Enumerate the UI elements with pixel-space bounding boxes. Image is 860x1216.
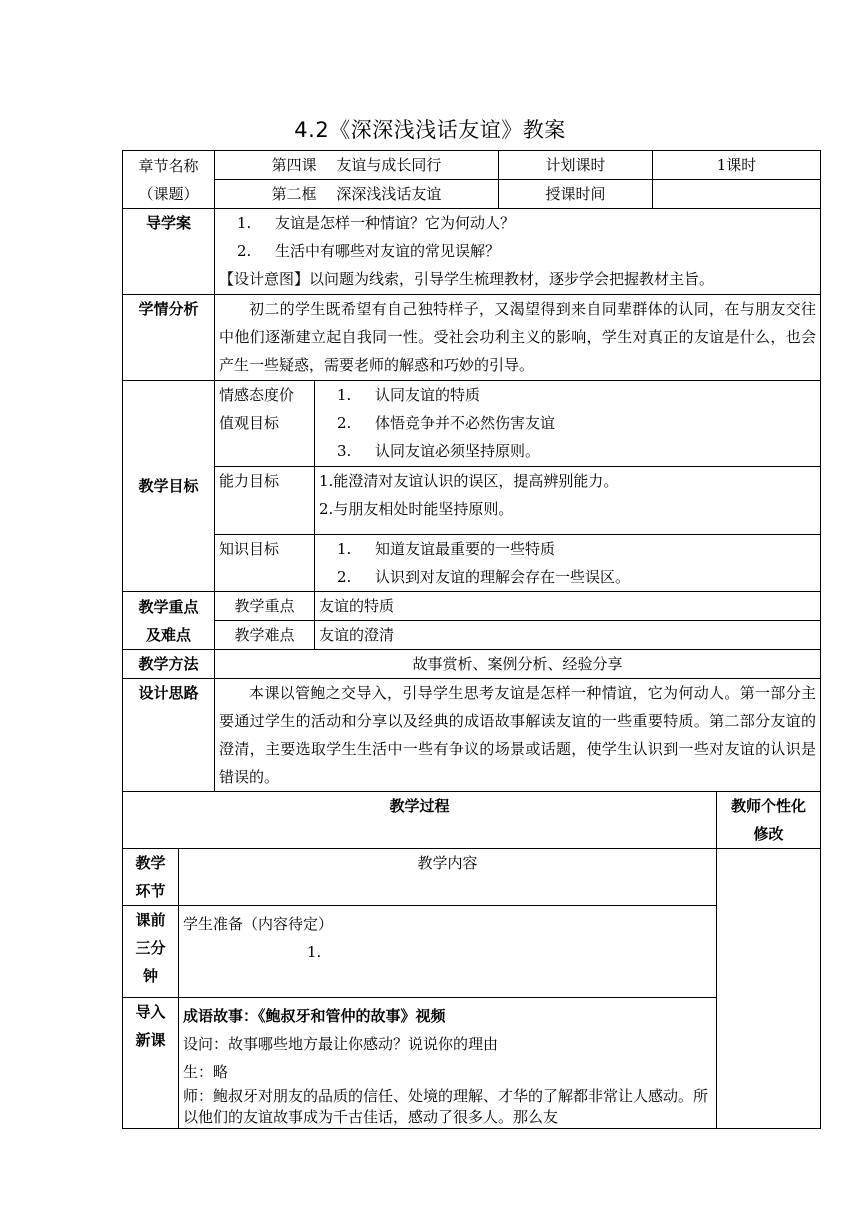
teach-time-value (653, 180, 821, 209)
emotion-goal-label: 情感态度价 值观目标 (215, 381, 315, 467)
page-title: 4.2《深深浅浅话友谊》教案 (294, 118, 566, 142)
lesson-name-cell: 第四课 友谊与成长同行 (215, 151, 499, 180)
knowledge-goal-item: 2. 认识到对友谊的理解会存在一些误区。 (337, 568, 631, 586)
knowledge-goal-items (315, 535, 821, 592)
content-column-header: 教学内容 (179, 849, 717, 906)
teach-time-label: 授课时间 (499, 180, 653, 209)
intro-teacher: 师：鲍叔牙对朋友的品质的信任、处境的理解、才华的了解都非常让人感动。所以他们的友谊故事成为千古佳话，感动了很多人。那么友 (183, 1087, 709, 1126)
ability-goal-item: 1.能澄清对友谊认识的误区，提高辨别能力。 (319, 472, 619, 490)
emotion-goal-items (315, 381, 821, 467)
ability-goal-label: 能力目标 (215, 467, 315, 535)
knowledge-goal-label: 知识目标 (215, 535, 315, 592)
intro-story-title: 成语故事：《鲍叔牙和管仲的故事》视频 (183, 1007, 446, 1025)
chapter-label-cell (123, 151, 215, 209)
teacher-edit-column (717, 849, 821, 1129)
lesson-plan-table (122, 150, 821, 1129)
prep-step-label: 课前 三分 钟 (123, 906, 179, 998)
section-name-cell: 第二框 深深浅浅话友谊 (215, 180, 499, 209)
goals-label: 教学目标 (123, 381, 215, 592)
intro-student: 生：略 (183, 1063, 229, 1081)
method-label: 教学方法 (123, 650, 215, 679)
guide-content (215, 209, 821, 295)
intro-content (179, 998, 717, 1129)
analysis-label: 学情分析 (123, 295, 215, 381)
design-text: 本课以管鲍之交导入，引导学生思考友谊是怎样一种情谊，它为何动人。第一部分主要通过学生的活动和分享以及经典的成语故事解读友谊的一些重要特质。第二部分友谊的澄清，主要选取学生生活中一些有争议的场景或话题，使学生认识到一些对友谊的认识是错误的。 (215, 679, 821, 792)
plan-hours-label: 计划课时 (499, 151, 653, 180)
knowledge-goal-item: 1. 知道友谊最重要的一些特质 (337, 540, 556, 558)
focus-label: 教学重点 (215, 592, 315, 621)
chapter-label-line2: （课题） (138, 184, 199, 203)
ability-goal-items (315, 467, 821, 535)
ability-goal-item: 2.与朋友相处时能坚持原则。 (319, 500, 514, 518)
guide-design-intent: 【设计意图】以问题为线索，引导学生梳理教材，逐步学会把握教材主旨。 (219, 270, 715, 288)
teacher-edit-header: 教师个性化 修改 (717, 792, 821, 849)
guide-item: 2. 生活中有哪些对友谊的常见误解？ (237, 242, 501, 260)
prep-item: 1. (307, 943, 322, 961)
intro-step-label: 导入 新课 (123, 998, 179, 1129)
analysis-text: 初二的学生既希望有自己独特样子，又渴望得到来自同辈群体的认同，在与朋友交往中他们逐渐建立起自我同一性。受社会功利主义的影响，学生对真正的友谊是什么，也会产生一些疑惑，需要老师的解惑和巧妙的引导。 (215, 295, 821, 381)
chapter-label-line1: 章节名称 (138, 156, 199, 175)
keypoints-label: 教学重点 及难点 (123, 592, 215, 650)
difficulty-label: 教学难点 (215, 621, 315, 650)
prep-title: 学生准备（内容待定） (183, 915, 334, 933)
design-label: 设计思路 (123, 679, 215, 792)
emotion-goal-item: 2. 体悟竞争并不必然伤害友谊 (337, 414, 556, 432)
prep-content (179, 906, 717, 998)
step-column-header: 教学 环节 (123, 849, 179, 906)
focus-value: 友谊的特质 (315, 592, 821, 621)
emotion-goal-item: 1. 认同友谊的特质 (337, 386, 481, 404)
plan-hours-value: 1课时 (653, 151, 821, 180)
method-value: 故事赏析、案例分析、经验分享 (215, 650, 821, 679)
emotion-goal-item: 3. 认同友谊必须坚持原则。 (337, 442, 541, 460)
difficulty-value: 友谊的澄清 (315, 621, 821, 650)
process-header: 教学过程 (123, 792, 717, 849)
intro-question: 设问：故事哪些地方最让你感动？说说你的理由 (183, 1035, 499, 1053)
guide-label: 导学案 (123, 209, 215, 295)
guide-item: 1. 友谊是怎样一种情谊？它为何动人？ (237, 214, 516, 232)
